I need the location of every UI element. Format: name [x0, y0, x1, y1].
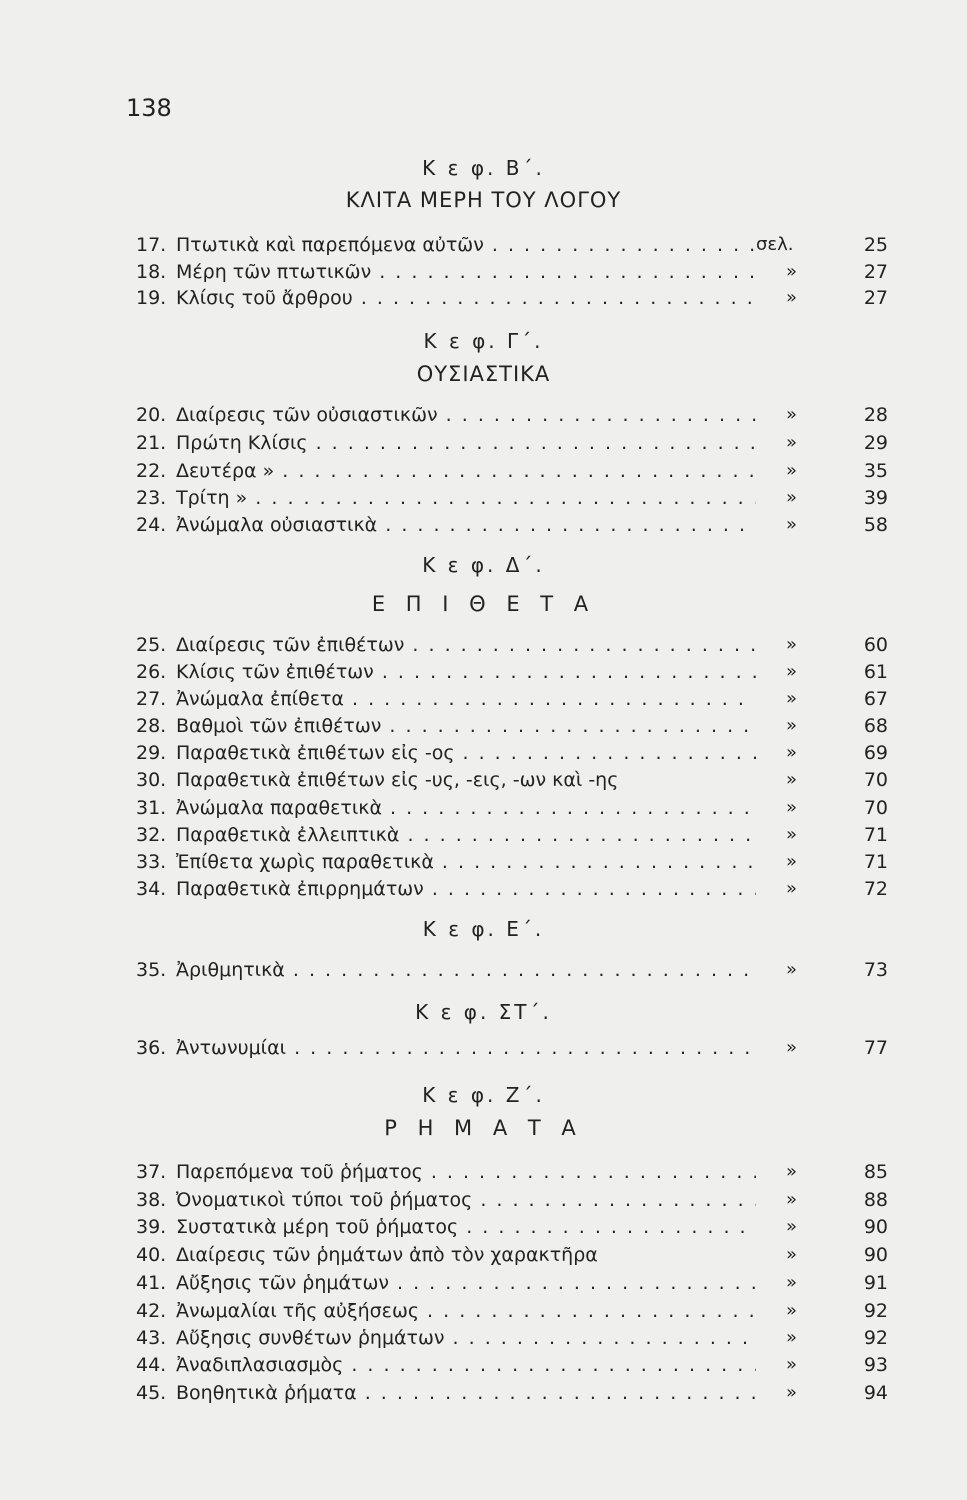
entry-text: Παραθετικὰ ἐπιθέτων εἰς -υς, -εις, -ων καὶ -ης	[176, 769, 619, 791]
toc-entry[interactable]	[136, 460, 888, 488]
entry-mark: »	[786, 1300, 798, 1321]
entry-mark: »	[786, 851, 798, 872]
entry-mark: »	[786, 432, 798, 453]
entry-number: 27.	[136, 688, 167, 710]
entry-page: 90	[863, 1216, 888, 1238]
entry-page: 60	[863, 634, 888, 656]
toc-entry[interactable]	[136, 487, 888, 515]
toc-entry[interactable]	[136, 1244, 888, 1272]
chapter-heading: Κ ε φ. Β΄.	[422, 156, 545, 180]
chapter-title: ΟΥΣΙΑΣΤΙΚΑ	[416, 362, 551, 386]
entry-page: 72	[863, 878, 888, 900]
entry-text: Βαθμοὶ τῶν ἐπιθέτων . . .	[176, 715, 756, 737]
toc-entry[interactable]	[136, 404, 888, 432]
chapter-title: ΚΛΙΤΑ ΜΕΡΗ ΤΟΥ ΛΟΓΟΥ	[345, 188, 622, 212]
entry-number: 42.	[136, 1300, 167, 1322]
entry-mark: »	[786, 878, 798, 899]
entry-page: 77	[863, 1037, 888, 1059]
entry-page: 91	[863, 1272, 888, 1294]
entry-page: 88	[863, 1189, 888, 1211]
entry-number: 40.	[136, 1244, 167, 1266]
entry-page: 93	[863, 1354, 888, 1376]
entry-page: 68	[863, 715, 888, 737]
entry-page: 61	[863, 661, 888, 683]
toc-entry[interactable]	[136, 287, 888, 315]
entry-number: 33.	[136, 851, 167, 873]
toc-entry[interactable]	[136, 715, 888, 743]
entry-number: 39.	[136, 1216, 167, 1238]
toc-entry[interactable]	[136, 661, 888, 689]
entry-number: 17.	[136, 234, 167, 256]
entry-number: 37.	[136, 1161, 167, 1183]
entry-text: Διαίρεσις τῶν ἐπιθέτων . . .	[176, 634, 756, 656]
entry-mark: »	[786, 1189, 798, 1210]
entry-number: 28.	[136, 715, 167, 737]
entry-text: Παραθετικὰ ἐπιθέτων εἰς -ος . . .	[176, 742, 756, 764]
entry-page: 71	[863, 851, 888, 873]
entry-mark: »	[786, 1216, 798, 1237]
chapter-title: Ρ Η Μ Α Τ Α	[384, 1116, 583, 1140]
entry-mark: »	[786, 1382, 798, 1403]
toc-entry[interactable]	[136, 959, 888, 987]
entry-text: Κλίσις τοῦ ἄρθρου . . .	[176, 287, 756, 309]
entry-text: Παρεπόμενα τοῦ ῥήματος . . .	[176, 1161, 756, 1183]
toc-entry[interactable]	[136, 1300, 888, 1328]
entry-text: Ἀριθμητικὰ . . .	[176, 959, 756, 981]
entry-mark: »	[786, 1272, 798, 1293]
entry-text: Μέρη τῶν πτωτικῶν . . .	[176, 261, 756, 283]
entry-number: 20.	[136, 404, 167, 426]
page-number: 138	[126, 94, 172, 122]
toc-entry[interactable]	[136, 824, 888, 852]
entry-text: Ἀνωμαλίαι τῆς αὐξήσεως . . .	[176, 1300, 756, 1322]
entry-page: 90	[863, 1244, 888, 1266]
entry-number: 32.	[136, 824, 167, 846]
toc-entry[interactable]	[136, 1037, 888, 1065]
entry-page: 92	[863, 1300, 888, 1322]
entry-text: Παραθετικὰ ἐπιρρημάτων . . .	[176, 878, 756, 900]
entry-number: 36.	[136, 1037, 167, 1059]
entry-page: 58	[863, 514, 888, 536]
entry-text: Κλίσις τῶν ἐπιθέτων . . .	[176, 661, 756, 683]
entry-text: Συστατικὰ μέρη τοῦ ῥήματος . . .	[176, 1216, 756, 1238]
entry-page: 92	[863, 1327, 888, 1349]
entry-text: Ὀνοματικοὶ τύποι τοῦ ῥήματος . . .	[176, 1189, 756, 1211]
entry-text: Βοηθητικὰ ῥήματα . . .	[176, 1382, 756, 1404]
entry-number: 31.	[136, 797, 167, 819]
toc-entry[interactable]	[136, 878, 888, 906]
toc-entry[interactable]	[136, 688, 888, 716]
entry-text: Ἀνώμαλα ἐπίθετα . . .	[176, 688, 756, 710]
chapter-heading: Κ ε φ. ΣΤ΄.	[415, 1000, 552, 1024]
toc-entry[interactable]	[136, 1161, 888, 1189]
entry-number: 18.	[136, 261, 167, 283]
entry-number: 26.	[136, 661, 167, 683]
entry-text: Διαίρεσις τῶν οὐσιαστικῶν . . .	[176, 404, 756, 426]
entry-mark: »	[786, 287, 798, 308]
entry-mark: »	[786, 959, 798, 980]
entry-page: 85	[863, 1161, 888, 1183]
toc-entry[interactable]	[136, 1327, 888, 1355]
entry-number: 38.	[136, 1189, 167, 1211]
entry-text: Αὔξησις συνθέτων ῥημάτων . . .	[176, 1327, 756, 1349]
entry-mark: »	[786, 1161, 798, 1182]
entry-text: Ἀντωνυμίαι . . .	[176, 1037, 756, 1059]
entry-mark: »	[786, 824, 798, 845]
entry-mark: »	[786, 1244, 798, 1265]
chapter-title: Ε Π Ι Θ Ε Τ Α	[371, 592, 596, 616]
entry-mark: »	[786, 404, 798, 425]
entry-number: 45.	[136, 1382, 167, 1404]
toc-entry[interactable]	[136, 1354, 888, 1382]
toc-entry[interactable]	[136, 1189, 888, 1217]
chapter-heading: Κ ε φ. Δ΄.	[422, 553, 545, 577]
entry-text: Αὔξησις τῶν ῥημάτων . . .	[176, 1272, 756, 1294]
entry-page: 73	[863, 959, 888, 981]
chapter-heading: Κ ε φ. Ζ΄.	[422, 1083, 545, 1107]
entry-mark: »	[786, 1037, 798, 1058]
entry-mark: »	[786, 661, 798, 682]
entry-page: 39	[863, 487, 888, 509]
entry-text: Ἀνώμαλα παραθετικὰ . . .	[176, 797, 756, 819]
toc-entry[interactable]	[136, 1272, 888, 1300]
entry-text: Τρίτη » . . .	[176, 487, 756, 509]
entry-mark: »	[786, 460, 798, 481]
entry-number: 43.	[136, 1327, 167, 1349]
entry-mark: »	[786, 688, 798, 709]
entry-number: 29.	[136, 742, 167, 764]
toc-entry[interactable]	[136, 797, 888, 825]
entry-number: 30.	[136, 769, 167, 791]
entry-page: 25	[863, 234, 888, 256]
chapter-heading: Κ ε φ. Ε΄.	[422, 917, 545, 941]
entry-page: 35	[863, 460, 888, 482]
entry-page: 70	[863, 769, 888, 791]
toc-entry[interactable]	[136, 514, 888, 542]
entry-text: Δευτέρα » . . .	[176, 460, 756, 482]
entry-mark: »	[786, 715, 798, 736]
entry-page: 70	[863, 797, 888, 819]
toc-entry[interactable]	[136, 851, 888, 879]
entry-number: 24.	[136, 514, 167, 536]
toc-entry[interactable]	[136, 742, 888, 770]
entry-mark: »	[786, 514, 798, 535]
entry-text: Διαίρεσις τῶν ῥημάτων ἀπὸ τὸν χαρακτῆρα	[176, 1244, 598, 1266]
entry-mark: »	[786, 487, 798, 508]
entry-mark: »	[786, 769, 798, 790]
entry-text: Ἀναδιπλασιασμὸς . . .	[176, 1354, 756, 1376]
entry-page: 71	[863, 824, 888, 846]
entry-number: 22.	[136, 460, 167, 482]
entry-mark: »	[786, 261, 798, 282]
entry-mark: »	[786, 1327, 798, 1348]
entry-text: Παραθετικὰ ἐλλειπτικὰ . . .	[176, 824, 756, 846]
entry-page: 94	[863, 1382, 888, 1404]
entry-number: 25.	[136, 634, 167, 656]
toc-entry[interactable]	[136, 1216, 888, 1244]
toc-entry[interactable]	[136, 261, 888, 289]
toc-entry[interactable]	[136, 634, 888, 662]
entry-mark: »	[786, 797, 798, 818]
entry-number: 23.	[136, 487, 167, 509]
entry-text: Πρώτη Κλίσις . . .	[176, 432, 756, 454]
toc-entry[interactable]	[136, 769, 888, 797]
entry-mark: »	[786, 634, 798, 655]
entry-mark: σελ.	[756, 234, 794, 255]
entry-page: 69	[863, 742, 888, 764]
entry-number: 34.	[136, 878, 167, 900]
toc-entry[interactable]	[136, 1382, 888, 1410]
entry-number: 35.	[136, 959, 167, 981]
entry-page: 27	[863, 261, 888, 283]
entry-text: Ἐπίθετα χωρὶς παραθετικὰ . . .	[176, 851, 756, 873]
entry-mark: »	[786, 1354, 798, 1375]
entry-text: Πτωτικὰ καὶ παρεπόμενα αὐτῶν . . .	[176, 234, 756, 256]
entry-mark: »	[786, 742, 798, 763]
entry-page: 27	[863, 287, 888, 309]
entry-page: 29	[863, 432, 888, 454]
toc-entry[interactable]	[136, 432, 888, 460]
entry-number: 19.	[136, 287, 167, 309]
entry-text: Ἀνώμαλα οὐσιαστικὰ . . .	[176, 514, 756, 536]
entry-page: 28	[863, 404, 888, 426]
entry-number: 41.	[136, 1272, 167, 1294]
entry-page: 67	[863, 688, 888, 710]
entry-number: 21.	[136, 432, 167, 454]
toc-entry[interactable]	[136, 234, 888, 262]
entry-number: 44.	[136, 1354, 167, 1376]
chapter-heading: Κ ε φ. Γ΄.	[423, 329, 544, 353]
